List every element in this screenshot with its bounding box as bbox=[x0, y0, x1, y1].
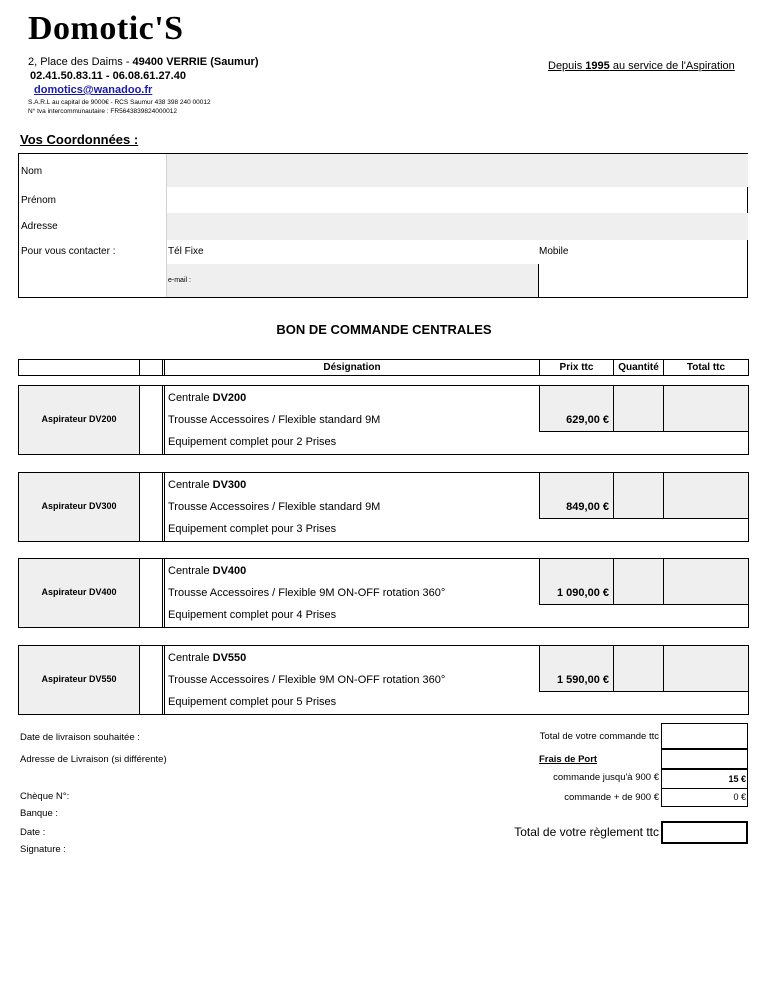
product-price: 849,00 € bbox=[566, 501, 609, 513]
contact-label: Pour vous contacter : bbox=[21, 246, 116, 257]
accessories-line: Trousse Accessoires / Flexible 9M ON-OFF rotation 360° bbox=[168, 587, 446, 599]
total-reglement-field[interactable] bbox=[661, 821, 748, 844]
total-field[interactable] bbox=[664, 646, 748, 691]
port-2-label: commande + de 900 € bbox=[564, 792, 659, 803]
equipment-line: Equipement complet pour 5 Prises bbox=[168, 696, 337, 708]
adresse-livraison-label: Adresse de Livraison (si différente) bbox=[20, 754, 167, 765]
company-address: 2, Place des Daims - 49400 VERRIE (Saumur) bbox=[28, 56, 259, 68]
company-legal-info: S.A.R.L au capital de 9000€ - RCS Saumur 438 398 240 00012 N° tva intercommunautaire : FR5643839824000012 bbox=[28, 99, 211, 115]
header-designation: Désignation bbox=[323, 362, 381, 373]
nom-label: Nom bbox=[21, 166, 43, 177]
adresse-field[interactable] bbox=[166, 213, 748, 240]
product-price: 1 090,00 € bbox=[557, 587, 609, 599]
total-commande-label: Total de votre commande ttc bbox=[539, 731, 659, 742]
company-email-link[interactable]: domotics@wanadoo.fr bbox=[34, 84, 153, 96]
product-name: Aspirateur DV300 bbox=[41, 501, 117, 511]
port-1-label: commande jusqu'à 900 € bbox=[553, 772, 659, 783]
accessories-line: Trousse Accessoires / Flexible 9M ON-OFF rotation 360° bbox=[168, 674, 446, 686]
equipment-line: Equipement complet pour 3 Prises bbox=[168, 523, 337, 535]
date-livraison-label: Date de livraison souhaitée : bbox=[20, 732, 140, 743]
total-field[interactable] bbox=[664, 386, 748, 431]
product-price: 629,00 € bbox=[566, 414, 609, 426]
cheque-label: Chèque N°: bbox=[20, 791, 70, 802]
company-since: Depuis 1995 au service de l'Aspiration bbox=[548, 60, 735, 72]
coordonnees-form bbox=[18, 153, 748, 298]
email-label: e-mail : bbox=[168, 277, 191, 284]
product-name: Aspirateur DV550 bbox=[41, 674, 117, 684]
nom-field[interactable] bbox=[166, 154, 748, 187]
central-line: Centrale DV550 bbox=[168, 652, 247, 664]
section-title-coordonnees: Vos Coordonnées : bbox=[20, 132, 139, 147]
central-line: Centrale DV300 bbox=[168, 479, 247, 491]
frais-port-field[interactable] bbox=[661, 749, 748, 769]
equipment-line: Equipement complet pour 2 Prises bbox=[168, 436, 337, 448]
mobile-label: Mobile bbox=[539, 246, 569, 257]
central-line: Centrale DV200 bbox=[168, 392, 247, 404]
date-label: Date : bbox=[20, 827, 46, 838]
signature-label: Signature : bbox=[20, 844, 66, 855]
header-quantite: Quantité bbox=[618, 362, 659, 373]
accessories-line: Trousse Accessoires / Flexible standard 9M bbox=[168, 501, 381, 513]
product-row bbox=[18, 385, 749, 455]
product-name: Aspirateur DV400 bbox=[41, 587, 117, 597]
total-field[interactable] bbox=[664, 559, 748, 604]
product-name: Aspirateur DV200 bbox=[41, 414, 117, 424]
order-title: BON DE COMMANDE CENTRALES bbox=[276, 322, 492, 337]
order-table-header bbox=[18, 359, 749, 376]
adresse-label: Adresse bbox=[21, 221, 58, 232]
product-price: 1 590,00 € bbox=[557, 674, 609, 686]
banque-label: Banque : bbox=[20, 808, 59, 819]
accessories-line: Trousse Accessoires / Flexible standard 9M bbox=[168, 414, 381, 426]
central-line: Centrale DV400 bbox=[168, 565, 247, 577]
form-divider bbox=[166, 154, 167, 297]
mobile-field[interactable] bbox=[538, 264, 749, 297]
quantity-field[interactable] bbox=[614, 559, 663, 604]
product-row bbox=[18, 645, 749, 715]
total-commande-field[interactable] bbox=[661, 723, 748, 749]
total-reglement-label: Total de votre règlement ttc bbox=[514, 825, 659, 839]
product-row bbox=[18, 472, 749, 542]
product-row bbox=[18, 558, 749, 628]
header-prix: Prix ttc bbox=[559, 362, 594, 373]
email-field[interactable] bbox=[166, 264, 538, 297]
header-total: Total ttc bbox=[686, 362, 726, 373]
company-phones: 02.41.50.83.11 - 06.08.61.27.40 bbox=[30, 70, 186, 82]
quantity-field[interactable] bbox=[614, 646, 663, 691]
port-2-value: 0 € bbox=[733, 792, 746, 802]
quantity-field[interactable] bbox=[614, 473, 663, 518]
prenom-label: Prénom bbox=[21, 195, 57, 206]
port-1-value: 15 € bbox=[728, 774, 746, 784]
company-logo-text: Domotic'S bbox=[28, 10, 184, 47]
quantity-field[interactable] bbox=[614, 386, 663, 431]
tel-fixe-label: Tél Fixe bbox=[168, 246, 204, 257]
equipment-line: Equipement complet pour 4 Prises bbox=[168, 609, 337, 621]
frais-port-title: Frais de Port bbox=[539, 754, 598, 765]
total-field[interactable] bbox=[664, 473, 748, 518]
